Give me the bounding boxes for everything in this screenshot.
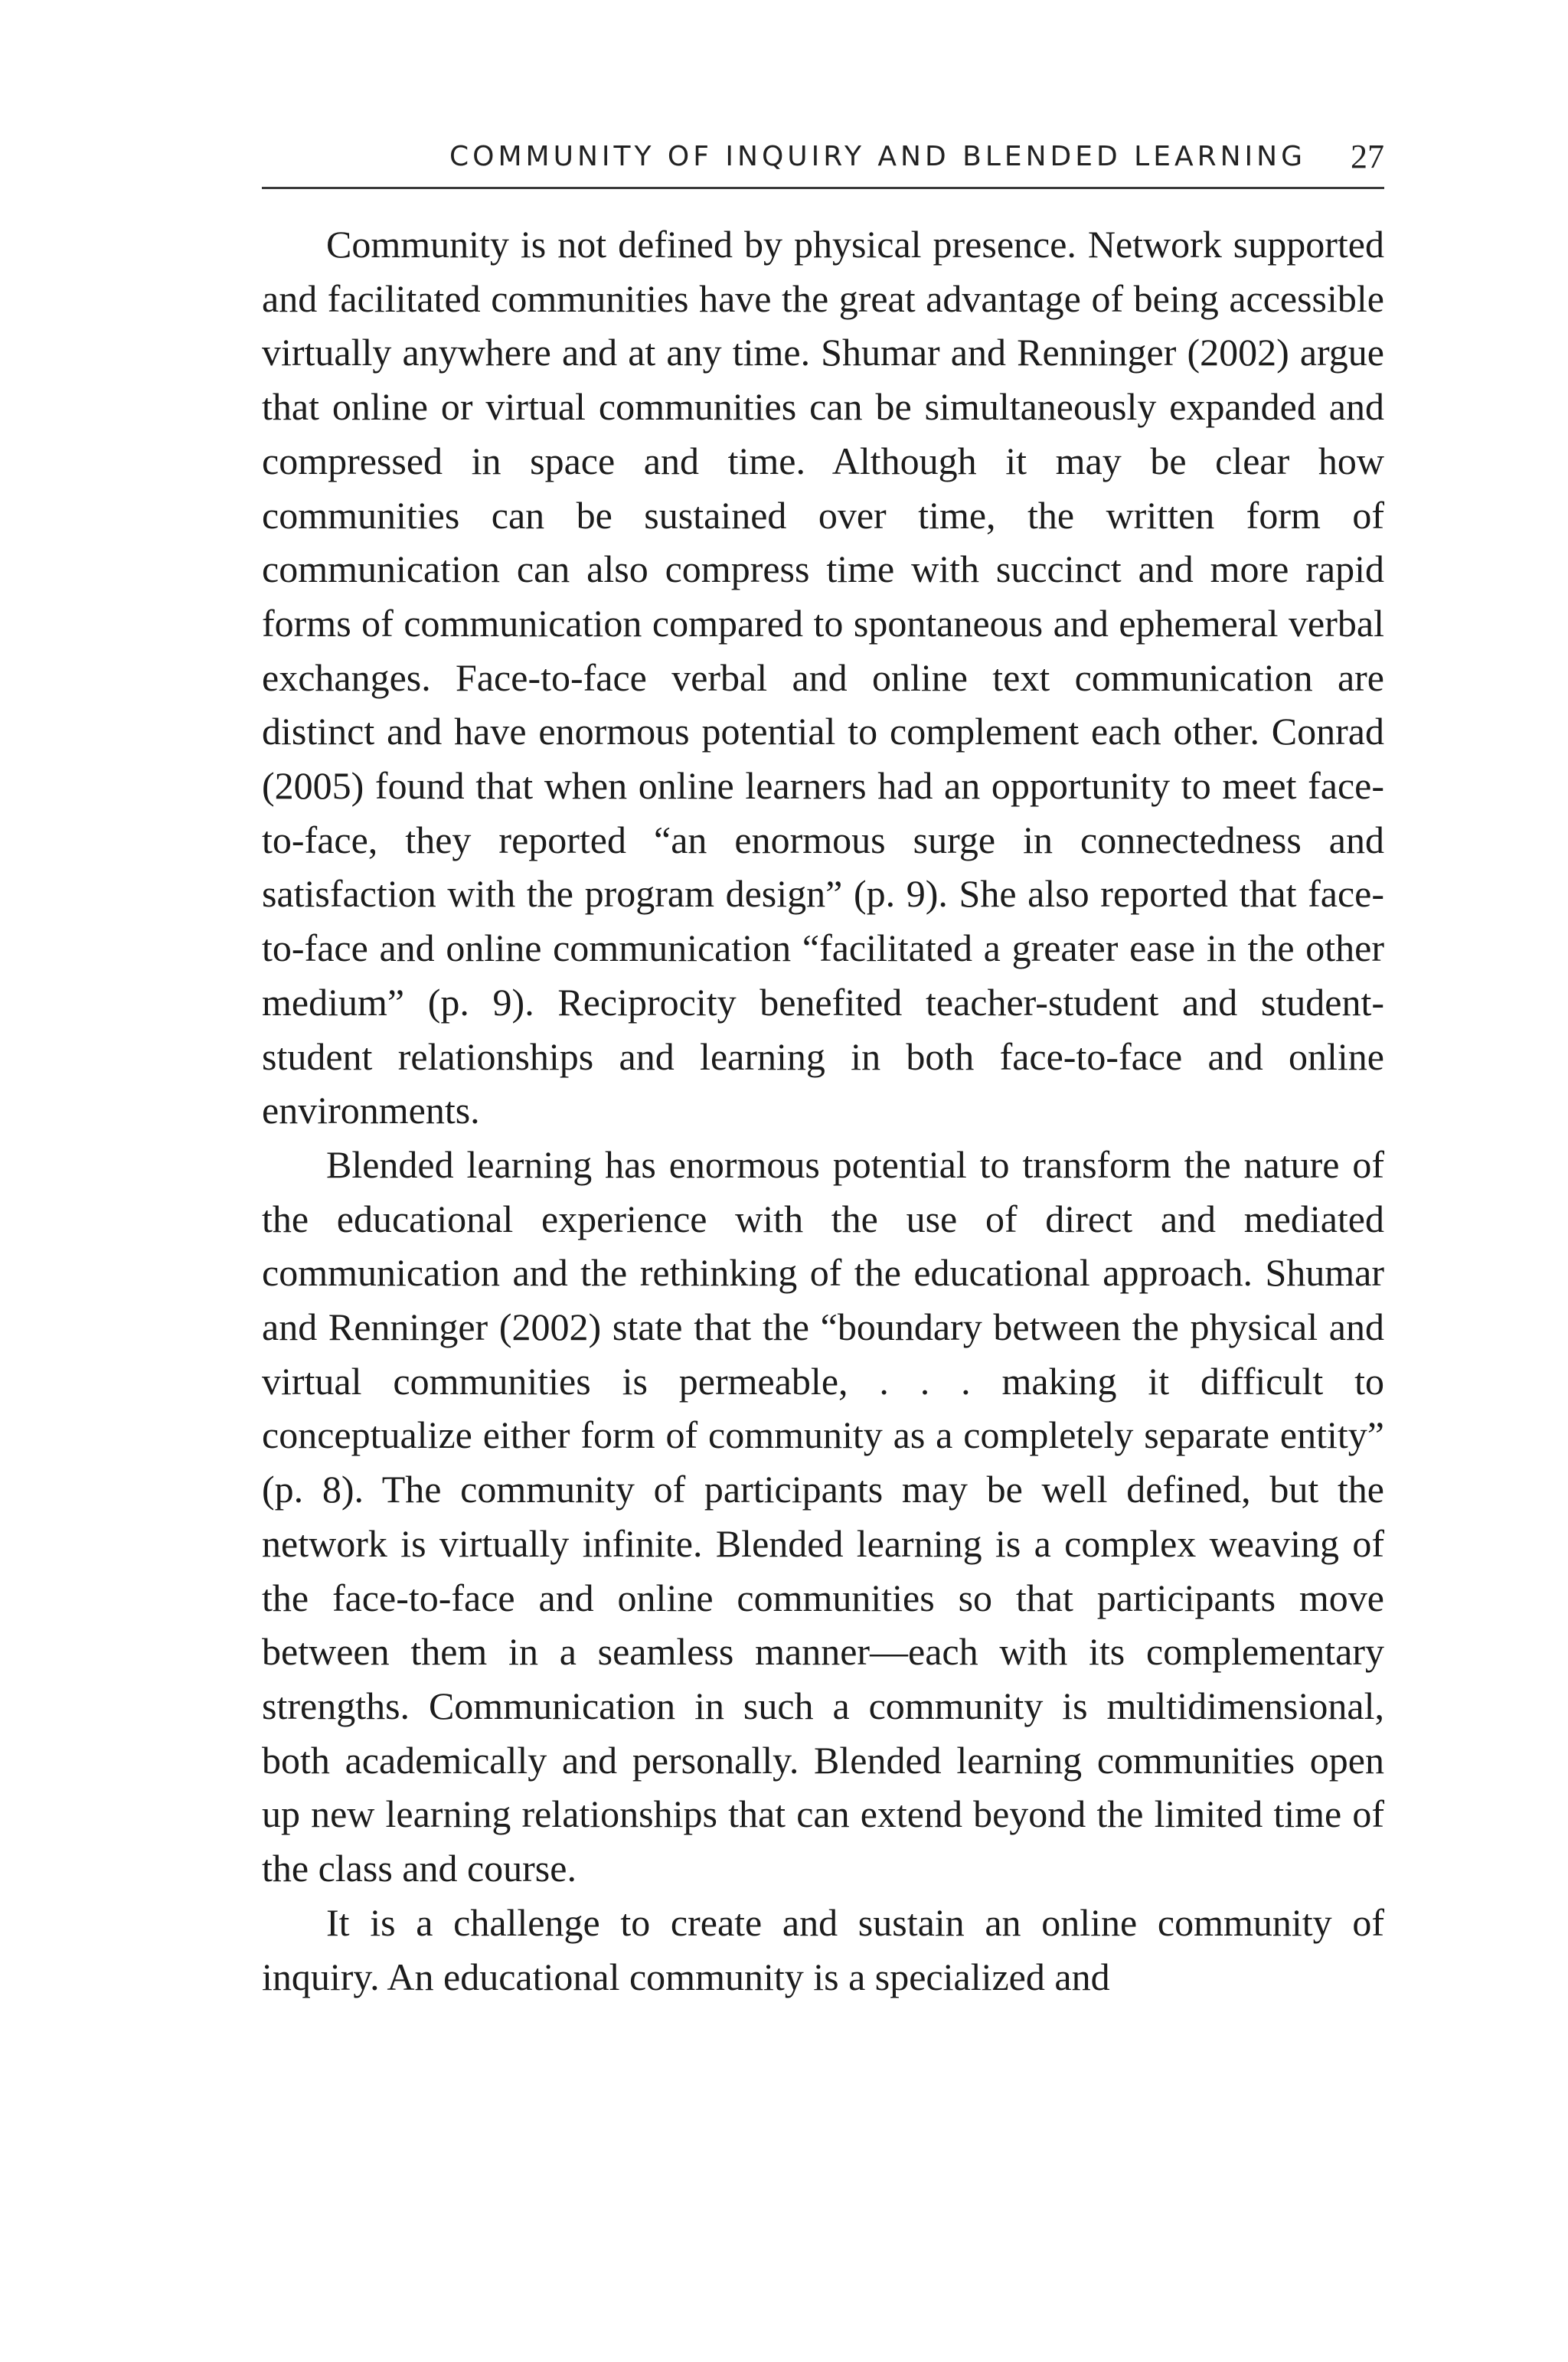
running-title: COMMUNITY OF INQUIRY AND BLENDED LEARNING [449,140,1306,172]
page-number: 27 [1351,137,1384,175]
paragraph-3: It is a challenge to create and sustain an online community of inquiry. An educational community is a specialized and [262,1900,1384,1998]
body-text [262,217,1384,2004]
paragraph-2: Blended learning has enormous potential to transform the nature of the educational experience with the use of direct and mediated communication and the rethinking of the educational approach. Shumar and Renninger (2002) state that the “boundary between the physical and virtual communities is permeable, . . . making it difficult to conceptualize either form of community as a completely separate entity” (p. 8). The community of participants may be well defined, but the network is virtually infinite. Blended learning is a complex weaving of the face-to-face and online communities so that participants move between them in a seamless manner—each with its complementary strengths. Communication in such a community is multidimensional, both academically and personally. Blended learning communities open up new learning relationships that can extend beyond the limited time of the class and course. [262,1142,1384,1890]
running-header [262,129,1384,184]
paragraph-1: Community is not defined by physical presence. Network supported and facilitated communities have the great advantage of being accessible virtually anywhere and at any time. Shumar and Renninger (2002) argue that online or virtual communities can be simultaneously expanded and compressed in space and time. Although it may be clear how communities can be sustained over time, the written form of communication can also compress time with succinct and more rapid forms of communication compared to spontaneous and ephemeral verbal exchanges. Face-to-face verbal and online text communication are distinct and have enormous potential to complement each other. Conrad (2005) found that when online learners had an opportunity to meet face-to-face, they reported “an enormous surge in connectedness and satisfaction with the program design” (p. 9). She also reported that face-to-face and online communication “facilitated a greater ease in the other medium” (p. 9). Reciprocity benefited teacher-student and student-student relationships and learning in both face-to-face and online environments. [262,223,1384,1132]
header-rule [262,187,1384,189]
